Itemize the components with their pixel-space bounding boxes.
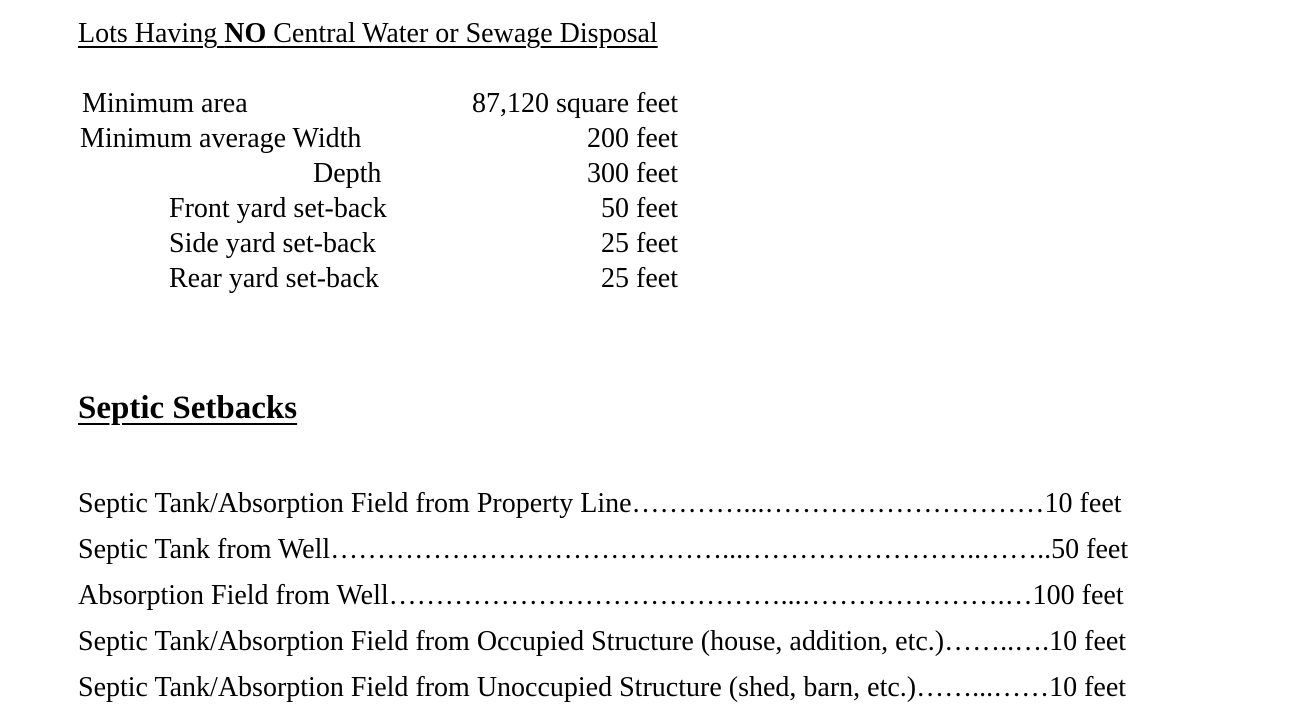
septic-row-tank-well: Septic Tank from Well……………………………………...……………………..……..50 feet bbox=[78, 534, 1129, 565]
lot-value: 25 feet bbox=[601, 263, 678, 294]
septic-row-field-well: Absorption Field from Well……………………………………...………………….…100 feet bbox=[78, 580, 1124, 611]
lot-row-side-setback bbox=[169, 226, 678, 261]
lots-heading-suffix: Central Water or Sewage Disposal bbox=[266, 18, 658, 49]
lots-heading-prefix: Lots Having bbox=[78, 18, 225, 49]
lot-row-minimum-width bbox=[80, 121, 678, 156]
lot-label: Depth bbox=[313, 158, 382, 189]
lot-row-rear-setback bbox=[169, 261, 678, 296]
lot-label: Side yard set-back bbox=[169, 228, 376, 259]
lot-value: 200 feet bbox=[587, 123, 678, 154]
lot-row-front-setback bbox=[169, 191, 678, 226]
lot-label: Front yard set-back bbox=[169, 193, 387, 224]
septic-row-occupied-structure: Septic Tank/Absorption Field from Occupied Structure (house, addition, etc.)……..….10 feet bbox=[78, 626, 1127, 657]
lots-heading-bold: NO bbox=[224, 18, 267, 49]
lot-value: 87,120 square feet bbox=[471, 88, 678, 119]
lot-label: Minimum area bbox=[82, 88, 248, 119]
lot-label: Rear yard set-back bbox=[169, 263, 379, 294]
lots-section-heading bbox=[78, 16, 658, 52]
lot-value: 25 feet bbox=[601, 228, 678, 259]
septic-row-unoccupied-structure: Septic Tank/Absorption Field from Unoccupied Structure (shed, barn, etc.)……...……10 feet bbox=[78, 672, 1127, 703]
lot-row-minimum-area bbox=[82, 86, 678, 121]
septic-row-property-line: Septic Tank/Absorption Field from Property Line…………...…………………………10 feet bbox=[78, 488, 1122, 519]
lot-value: 50 feet bbox=[601, 193, 678, 224]
lot-value: 300 feet bbox=[587, 158, 678, 189]
septic-section-heading: Septic Setbacks bbox=[78, 390, 298, 426]
lot-label: Minimum average Width bbox=[80, 123, 362, 154]
lot-row-depth bbox=[313, 156, 678, 191]
